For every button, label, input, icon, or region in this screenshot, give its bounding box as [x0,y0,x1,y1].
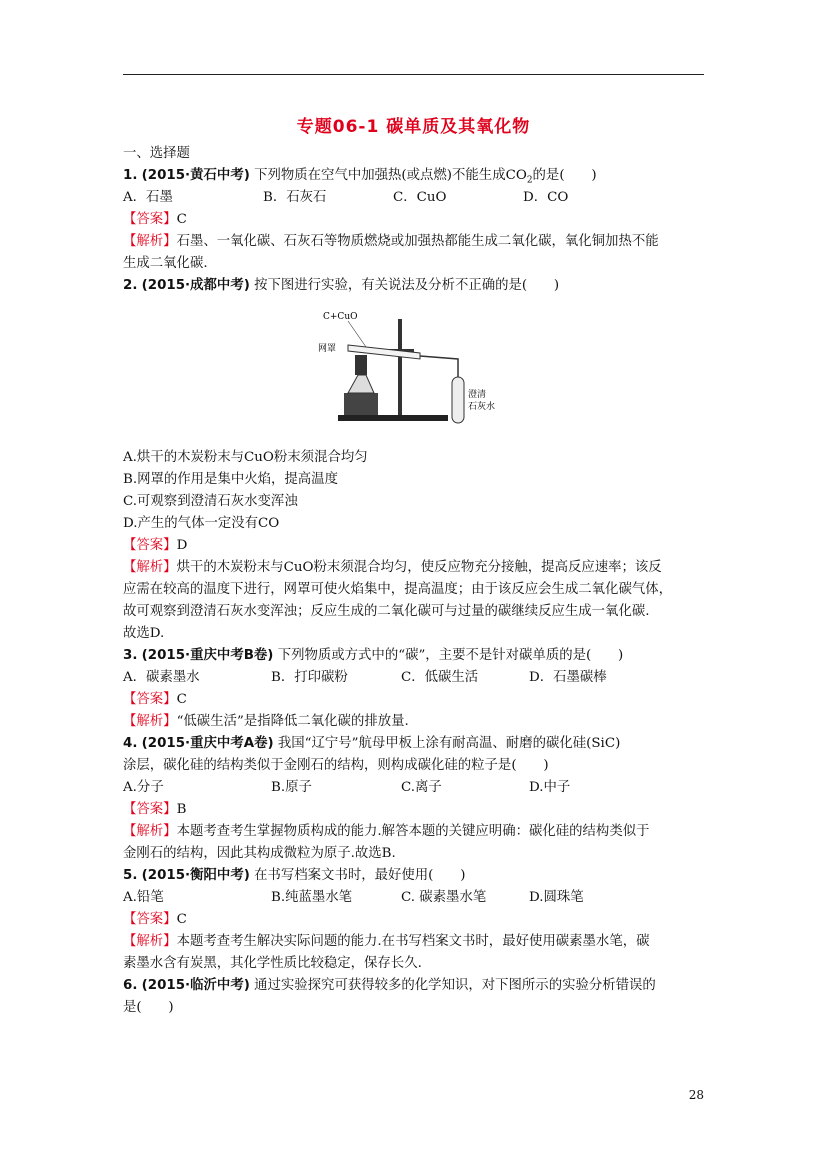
limewater-tube [452,377,464,423]
question-4-analysis-cont: 金刚石的结构，因此其构成微粒为原子.故选B. [123,846,396,861]
question-1-answer: 【答案】C [123,212,187,227]
question-2-analysis: 【解析】烘干的木炭粉末与CuO粉末须混合均匀，使反应物充分接触，提高反应速率；该反 [123,560,662,575]
question-5-analysis: 【解析】本题考查考生解决实际问题的能力.在书写档案文书时，最好使用碳素墨水笔，碳 [123,934,650,949]
label-limewater-1: 澄清 [468,390,487,400]
question-4-analysis: 【解析】本题考查考生掌握物质构成的能力.解答本题的关键应明确：碳化硅的结构类似于 [123,824,650,839]
question-1-analysis-cont: 生成二氧化碳. [123,256,208,271]
question-1-analysis: 【解析】石墨、一氧化碳、石灰石等物质燃烧或加强热都能生成二氧化碳，氧化铜加热不能 [123,234,659,249]
section-heading: 一、选择题 [123,146,190,161]
page-title: 专题06-1 碳单质及其氧化物 [296,117,531,137]
question-5-options: A.铅笔 B.纯蓝墨水笔 C. 碳素墨水笔 D.圆珠笔 [123,890,584,905]
question-5-stem: 5. (2015·衡阳中考) 在书写档案文书时，最好使用( ) [123,868,466,883]
question-3-analysis: 【解析】“低碳生活”是指降低二氧化碳的排放量. [123,714,409,729]
question-2-stem: 2. (2015·成都中考) 按下图进行实验，有关说法及分析不正确的是( ) [123,278,560,293]
question-4-answer: 【答案】B [123,802,187,817]
document-body [123,143,708,1019]
header-rule [123,74,704,75]
question-4-stem: 4. (2015·重庆中考A卷) 我国“辽宁号”航母甲板上涂有耐高温、耐磨的碳化硅(SiC) [123,736,621,751]
question-2-option-b: B.网罩的作用是集中火焰，提高温度 [123,472,338,487]
question-3-options: A．碳素墨水 B．打印碳粉 C．低碳生活 D．石墨碳棒 [123,670,607,685]
label-c-cuo: C+CuO [323,312,358,322]
question-4-stem-cont: 涂层，碳化硅的结构类似于金刚石的结构，则构成碳化硅的粒子是( ) [123,758,549,773]
experiment-figure [123,297,708,447]
question-2-analysis-cont-3: 故选D. [123,626,165,641]
stand-rod [398,319,402,415]
question-3-stem: 3. (2015·重庆中考B卷) 下列物质或方式中的“碳”，主要不是针对碳单质的是( ) [123,648,624,663]
question-6-stem-cont: 是( ) [123,1000,174,1015]
lamp-body [348,375,374,393]
question-1-options: A．石墨 B．石灰石 C．CuO D．CO [123,190,569,205]
page-number: 28 [688,1088,704,1102]
lamp-base [344,393,378,415]
net-cover [355,355,367,375]
label-net: 网罩 [318,344,337,354]
question-5-analysis-cont: 素墨水含有炭黑，其化学性质比较稳定，保存长久. [123,956,422,971]
question-2-analysis-cont-1: 应需在较高的温度下进行，网罩可使火焰集中，提高温度；由于该反应会生成二氧化碳气体， [123,582,673,597]
stand-base [338,415,448,421]
question-2-answer: 【答案】D [123,538,188,553]
question-3-answer: 【答案】C [123,692,187,707]
question-4-options: A.分子 B.原子 C.离子 D.中子 [123,780,571,795]
label-limewater-2: 石灰水 [468,402,496,412]
apparatus-diagram [308,305,508,430]
question-6-stem: 6. (2015·临沂中考) 通过实验探究可获得较多的化学知识，对下图所示的实验分析错误的 [123,978,656,993]
question-1-stem: 1. (2015·黄石中考) 下列物质在空气中加强热(或点燃)不能生成$CO_2$的是( ) [123,168,597,186]
question-2-option-c: C.可观察到澄清石灰水变浑浊 [123,494,298,509]
question-2-analysis-cont-2: 故可观察到澄清石灰水变浑浊；反应生成的二氧化碳可与过量的碳继续反应生成一氧化碳. [123,604,650,619]
question-2-option-d: D.产生的气体一定没有CO [123,516,280,531]
question-2-option-a: A.烘干的木炭粉末与CuO粉末须混合均匀 [123,450,368,465]
question-5-answer: 【答案】C [123,912,187,927]
